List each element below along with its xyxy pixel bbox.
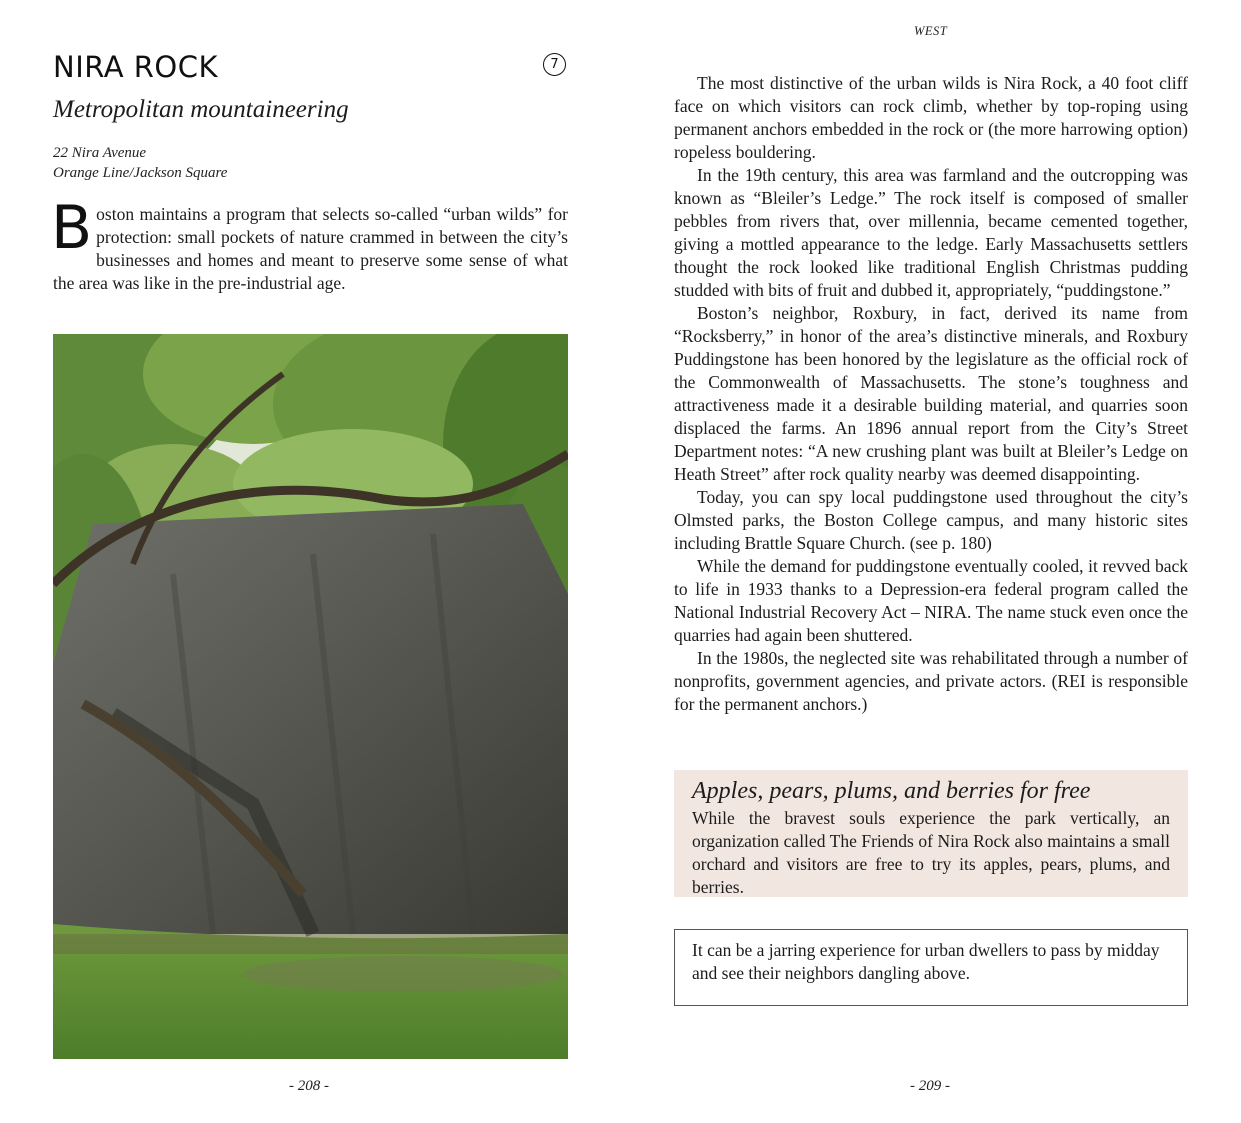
- page-subtitle: Metropolitan mountaineering: [53, 96, 349, 123]
- page-number-left: - 208 -: [289, 1078, 329, 1094]
- nira-rock-photo: [53, 334, 568, 1059]
- left-page: [0, 0, 620, 1123]
- body-paragraph: Boston’s neighbor, Roxbury, in fact, derived its name from “Rocksberry,” in honor of the area’s distinctive minerals, and Roxbury Puddingstone has been honored by the legislature as the official rock of the Commonwealth of Massachusetts. The stone’s toughness and attractiveness made it a desirable building material, and quarries soon displaced the farms. An 1896 annual report from the City’s Street Department notes: “A new crushing plant was built at Bleiler’s Ledge on Heath Street” after rock quality nearby was deemed disappointing.: [674, 303, 1188, 484]
- page-number-right: - 209 -: [910, 1078, 950, 1094]
- right-page: [620, 0, 1241, 1123]
- address-line: 22 Nira Avenue: [53, 145, 147, 161]
- running-head: WEST: [914, 24, 948, 38]
- drop-cap: B: [51, 193, 93, 263]
- article-body: [674, 72, 1188, 716]
- body-paragraph: While the demand for puddingstone eventually cooled, it revved back to life in 1933 thanks to a Depression-era federal program called the National Industrial Recovery Act – NIRA. The name stuck even once the quarries had again been shuttered.: [674, 556, 1188, 645]
- intro-paragraph: [51, 193, 568, 295]
- body-paragraph: The most distinctive of the urban wilds is Nira Rock, a 40 foot cliff face on which visitors can rock climb, whether by top-roping using permanent anchors embedded in the rock or (the more harrowing option) ropeless bouldering.: [674, 73, 1188, 162]
- body-paragraph: In the 19th century, this area was farmland and the outcropping was known as “Bleiler’s Ledge.” The rock itself is composed of smaller pebbles from rivers that, over millennia, became cemented together, giving a mottled appearance to the ledge. Early Massachusetts settlers thought the rock looked like traditional English Christmas pudding studded with bits of fruit and dubbed it, appropriately, “puddingstone.”: [674, 165, 1188, 300]
- sidebar-heading: Apples, pears, plums, and berries for free: [692, 778, 1091, 804]
- intro-text: oston maintains a program that selects so-called “urban wilds” for protection: small pockets of nature crammed in between the city’s businesses and homes and meant to preserve some sense of what the area was like in the pre-industrial age.: [53, 204, 568, 293]
- quote-box: [674, 929, 1188, 1006]
- transit-line: Orange Line/Jackson Square: [53, 165, 228, 181]
- page-title: NIRA ROCK: [53, 50, 219, 84]
- body-paragraph: Today, you can spy local puddingstone used throughout the city’s Olmsted parks, the Boston College campus, and many historic sites including Brattle Square Church. (see p. 180): [674, 487, 1188, 553]
- entry-number-badge: 7: [543, 53, 566, 76]
- sidebar-text: While the bravest souls experience the park vertically, an organization called The Friends of Nira Rock also maintains a small orchard and visitors are free to try its apples, pears, plums, and berries.: [692, 808, 1170, 897]
- quote-text: It can be a jarring experience for urban dwellers to pass by midday and see their neighbors dangling above.: [692, 940, 1160, 983]
- sidebar-box: [674, 770, 1188, 897]
- body-paragraph: In the 1980s, the neglected site was rehabilitated through a number of nonprofits, government agencies, and private actors. (REI is responsible for the permanent anchors.): [674, 648, 1188, 714]
